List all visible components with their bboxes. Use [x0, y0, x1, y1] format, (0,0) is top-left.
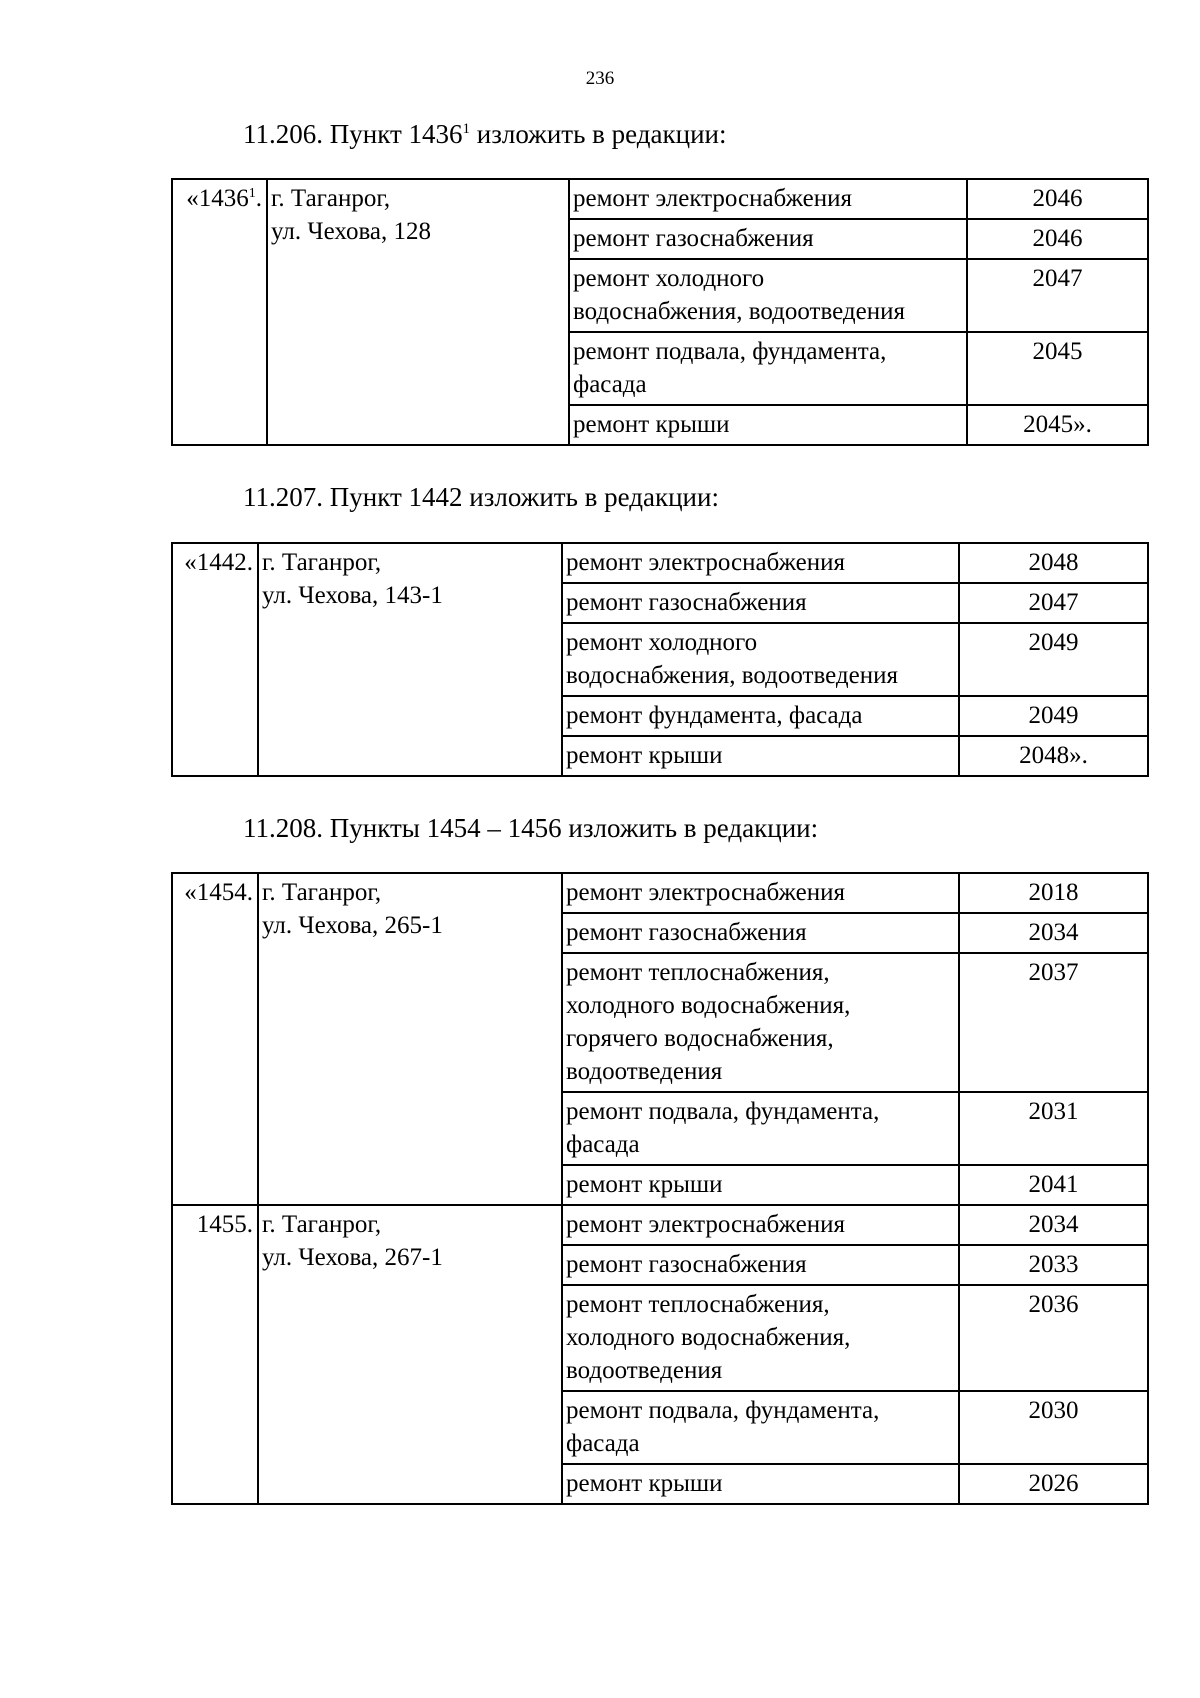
item-number-text: «1454. [184, 879, 253, 906]
work-type-cell [562, 1165, 959, 1205]
work-type-cell [569, 332, 967, 405]
year-cell: 2034 [959, 1205, 1148, 1245]
work-type-cell [562, 873, 959, 913]
section-heading-11-207: 11.207. Пункт 1442 изложить в редакции: [243, 482, 719, 512]
amendment-table-1436 [171, 178, 1149, 446]
work-type-line: водоотведения [566, 1357, 723, 1384]
work-type-cell [562, 1391, 959, 1464]
section-heading-11-206: 11.206. Пункт 1436$^1$ изложить в редакции: [243, 119, 727, 149]
year-cell: 2034 [959, 913, 1148, 953]
section-heading-11-208: 11.208. Пункты 1454 – 1456 изложить в редакции: [243, 813, 819, 843]
year-cell: 2048 [959, 543, 1148, 583]
work-type-cell [562, 1245, 959, 1285]
work-type-cell [562, 1285, 959, 1391]
address-line: г. Таганрог, [271, 185, 391, 212]
item-number [172, 543, 258, 776]
work-type-line: фасада [573, 371, 647, 398]
work-type-line: холодного водоснабжения, [566, 992, 851, 1019]
work-type-line: ремонт подвала, фундамента, [566, 1098, 880, 1125]
year-cell: 2045 [967, 332, 1148, 405]
year-cell: 2033 [959, 1245, 1148, 1285]
address-line: г. Таганрог, [262, 1211, 382, 1238]
work-type-line: ремонт газоснабжения [566, 919, 807, 946]
address-line: ул. Чехова, 265-1 [262, 912, 443, 939]
year-cell: 2030 [959, 1391, 1148, 1464]
work-type-line: водоснабжения, водоотведения [566, 662, 898, 689]
work-type-line: горячего водоснабжения, [566, 1025, 834, 1052]
item-number-suffix: . [255, 185, 262, 212]
address-line: ул. Чехова, 267-1 [262, 1244, 443, 1271]
work-type-cell [562, 953, 959, 1092]
work-type-line: ремонт электроснабжения [566, 1211, 845, 1238]
work-type-line: водоотведения [566, 1058, 723, 1085]
address-cell [258, 873, 562, 1205]
year-cell: 2048». [959, 736, 1148, 776]
address-line: г. Таганрог, [262, 549, 382, 576]
work-type-line: ремонт газоснабжения [573, 225, 814, 252]
year-cell: 2026 [959, 1464, 1148, 1504]
work-type-cell [562, 696, 959, 736]
work-type-line: ремонт электроснабжения [566, 549, 845, 576]
item-number-superscript: 1 [248, 186, 256, 201]
work-type-line: ремонт крыши [566, 742, 723, 769]
address-line: г. Таганрог, [262, 879, 382, 906]
year-cell: 2036 [959, 1285, 1148, 1391]
item-number-text: «1442. [184, 549, 253, 576]
page-number: 236 [585, 68, 615, 89]
work-type-line: ремонт электроснабжения [573, 185, 852, 212]
work-type-line: ремонт холодного [573, 265, 765, 292]
work-type-line: ремонт крыши [566, 1171, 723, 1198]
table-row [172, 543, 1148, 583]
work-type-line: ремонт крыши [573, 411, 730, 438]
year-cell: 2046 [967, 179, 1148, 219]
work-type-line: ремонт электроснабжения [566, 879, 845, 906]
address-line: ул. Чехова, 128 [271, 218, 432, 245]
work-type-line: ремонт газоснабжения [566, 589, 807, 616]
work-type-cell [562, 913, 959, 953]
address-cell [258, 543, 562, 776]
year-cell: 2049 [959, 696, 1148, 736]
item-number-text: «1436 [186, 185, 249, 212]
work-type-cell [562, 623, 959, 696]
work-type-cell [562, 1092, 959, 1165]
work-type-line: ремонт теплоснабжения, [566, 959, 830, 986]
address-cell [267, 179, 569, 445]
year-cell: 2047 [959, 583, 1148, 623]
work-type-cell [562, 1205, 959, 1245]
work-type-cell [562, 583, 959, 623]
work-type-cell [562, 736, 959, 776]
item-number [172, 1205, 258, 1504]
work-type-cell [569, 179, 967, 219]
work-type-cell [569, 259, 967, 332]
table-row [172, 873, 1148, 913]
year-cell: 2047 [967, 259, 1148, 332]
work-type-cell [569, 219, 967, 259]
work-type-line: ремонт теплоснабжения, [566, 1291, 830, 1318]
item-number [172, 179, 267, 445]
work-type-cell [562, 543, 959, 583]
year-cell: 2045». [967, 405, 1148, 445]
address-cell [258, 1205, 562, 1504]
item-number [172, 873, 258, 1205]
work-type-line: ремонт подвала, фундамента, [573, 338, 887, 365]
work-type-cell [562, 1464, 959, 1504]
amendment-table-1442 [171, 542, 1149, 777]
year-cell: 2046 [967, 219, 1148, 259]
work-type-line: ремонт подвала, фундамента, [566, 1397, 880, 1424]
work-type-cell [569, 405, 967, 445]
year-cell: 2031 [959, 1092, 1148, 1165]
work-type-line: фасада [566, 1131, 640, 1158]
work-type-line: водоснабжения, водоотведения [573, 298, 905, 325]
work-type-line: фасада [566, 1430, 640, 1457]
year-cell: 2041 [959, 1165, 1148, 1205]
address-line: ул. Чехова, 143-1 [262, 582, 443, 609]
work-type-line: ремонт газоснабжения [566, 1251, 807, 1278]
year-cell: 2049 [959, 623, 1148, 696]
year-cell: 2018 [959, 873, 1148, 913]
year-cell: 2037 [959, 953, 1148, 1092]
amendment-table-1454-1456 [171, 872, 1149, 1505]
work-type-line: ремонт фундамента, фасада [566, 702, 863, 729]
item-number-text: 1455. [196, 1211, 253, 1238]
work-type-line: ремонт крыши [566, 1470, 723, 1497]
table-row [172, 179, 1148, 219]
table-row [172, 1205, 1148, 1245]
work-type-line: холодного водоснабжения, [566, 1324, 851, 1351]
work-type-line: ремонт холодного [566, 629, 758, 656]
